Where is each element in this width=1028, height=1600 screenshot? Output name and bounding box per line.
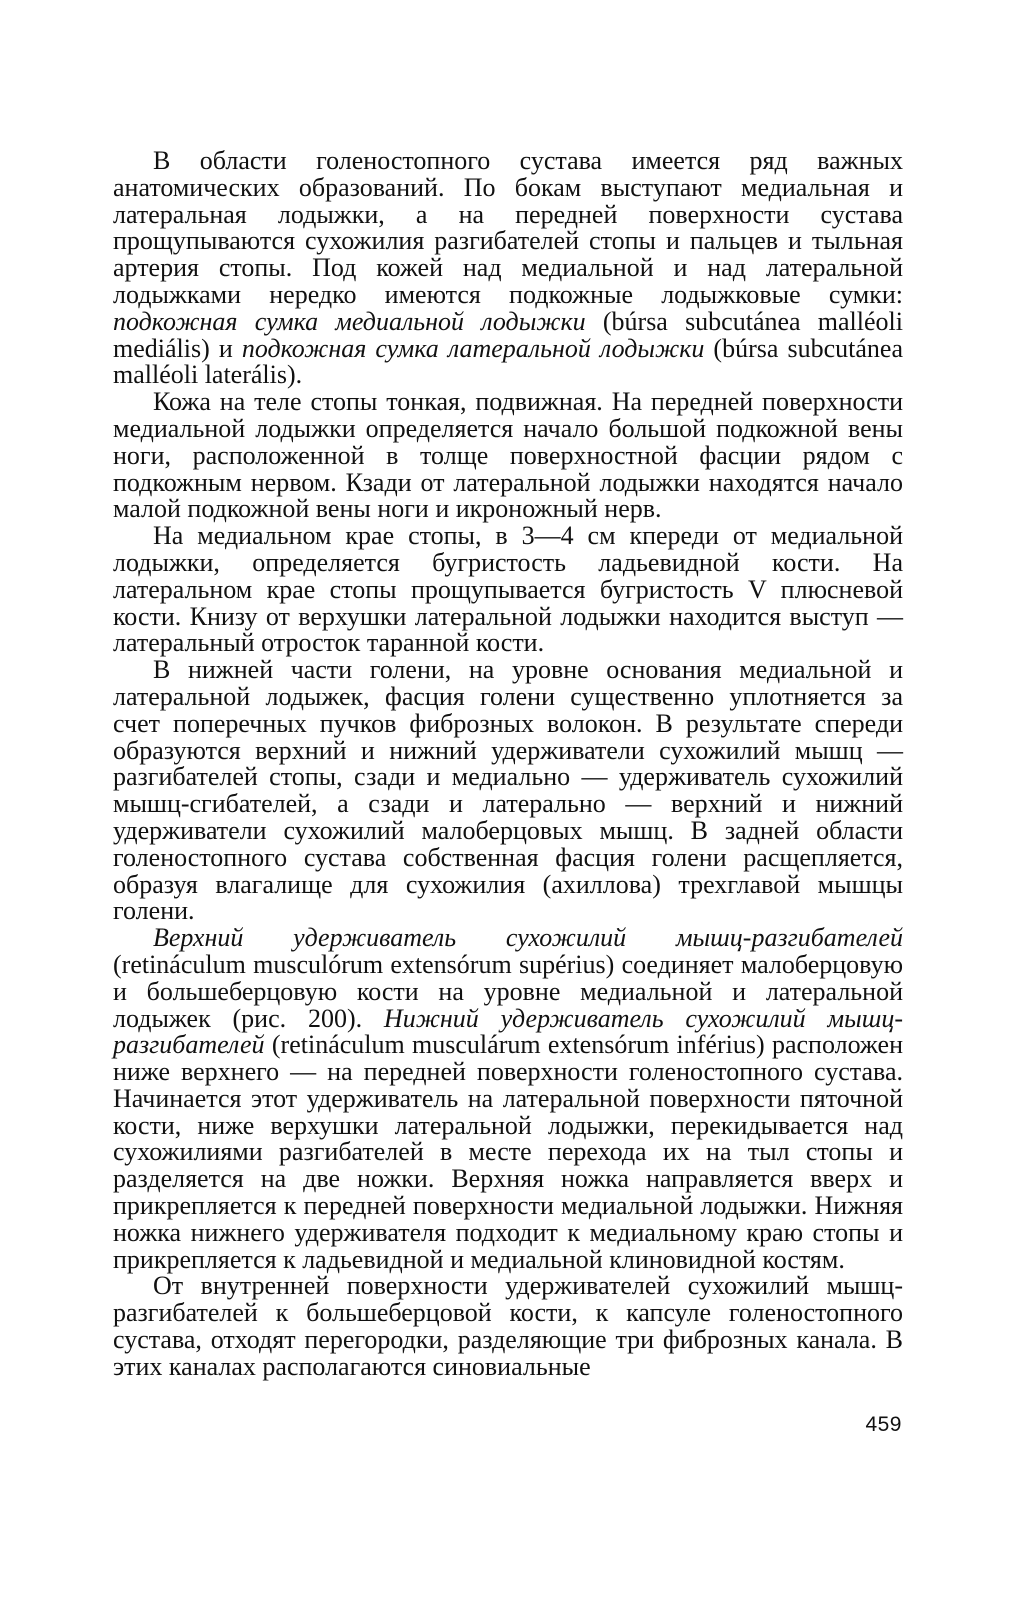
italic-term: подкожная сумка латеральной лодыжки	[241, 333, 705, 363]
paragraph-5	[113, 925, 903, 1273]
italic-term: Верхний удерживатель сухожилий мышц-разгибателей	[153, 923, 903, 953]
text-run: В области голеностопного сустава имеется ряд важных анатомических образований. По бокам выступают медиальная и латеральная лодыжки, а на передней поверхности сустава прощупываются сухожилия разгибателей стопы и пальцев и тыльная артерия стопы. Под кожей над медиальной и над латеральной лодыжками нередко имеются подкожные лодыжковые сумки:	[113, 146, 903, 309]
text-run: (retináculum musculórum extensórum supérius) соединяет малоберцовую и большеберцовую кости на уровне медиальной и латеральной лодыжек (рис. 200).	[113, 949, 903, 1033]
paragraph-4	[113, 657, 903, 925]
text-run: (retináculum musculárum extensórum inférius) расположен ниже верхнего — на передней поверхности голеностопного сустава. Начинается этот удерживатель на латеральной поверхности пяточной кости, ниже верхушки латеральной лодыжки, перекидывается над сухожилиями разгибателей в месте перехода их на тыл стопы и разделяется на две ножки. Верхняя ножка направляется вверх и прикрепляется к передней поверхности медиальной лодыжки. Нижняя ножка нижнего удерживателя подходит к медиальному краю стопы и прикрепляется к ладьевидной и медиальной клиновидной костям.	[113, 1030, 903, 1274]
paragraph-6	[113, 1273, 903, 1380]
paragraph-1	[113, 148, 903, 389]
italic-term: подкожная сумка медиальной лодыжки	[113, 306, 586, 336]
text-run: В нижней части голени, на уровне основания медиальной и латеральной лодыжек, фасция голени существенно уплотняется за счет поперечных пучков фиброзных волокон. В результате спереди образуются верхний и нижний удерживатели сухожилий мышц — разгибателей стопы, сзади и медиально — удерживатель сухожилий мышц-сгибателей, а сзади и латерально — верхний и нижний удерживатели сухожилий малоберцовых мышц. В задней области голеностопного сустава собственная фасция голени расщепляется, образуя влагалище для сухожилия (ахиллова) трехглавой мышцы голени.	[113, 655, 903, 926]
paragraph-2	[113, 389, 903, 523]
text-run: На медиальном крае стопы, в 3—4 см кпереди от медиальной лодыжки, определяется бугристость ладьевидной кости. На латеральном крае стопы прощупывается бугристость V плюсневой кости. Книзу от верхушки латеральной лодыжки находится выступ — латеральный отросток таранной кости.	[113, 521, 903, 658]
text-run: Кожа на теле стопы тонкая, подвижная. На передней поверхности медиальной лодыжки определяется начало большой подкожной вены ноги, расположенной в толще поверхностной фасции рядом с подкожным нервом. Кзади от латеральной лодыжки находятся начало малой подкожной вены ноги и икроножный нерв.	[113, 387, 903, 524]
body-text	[113, 148, 903, 1381]
italic-term: Нижний удерживатель сухожилий мышц-разгибателей	[113, 1003, 903, 1060]
text-run: От внутренней поверхности удерживателей сухожилий мышц-разгибателей к большеберцовой кости, к капсуле голеностопного сустава, отходят перегородки, разделяющие три фиброзных канала. В этих каналах располагаются синовиальные	[113, 1271, 903, 1381]
text-run: (búrsa subcutánea malléoli mediális) и	[113, 306, 903, 363]
page-number: 459	[865, 1413, 902, 1436]
text-run: (búrsa subcutánea malléoli laterális).	[113, 333, 903, 390]
paragraph-3	[113, 523, 903, 657]
